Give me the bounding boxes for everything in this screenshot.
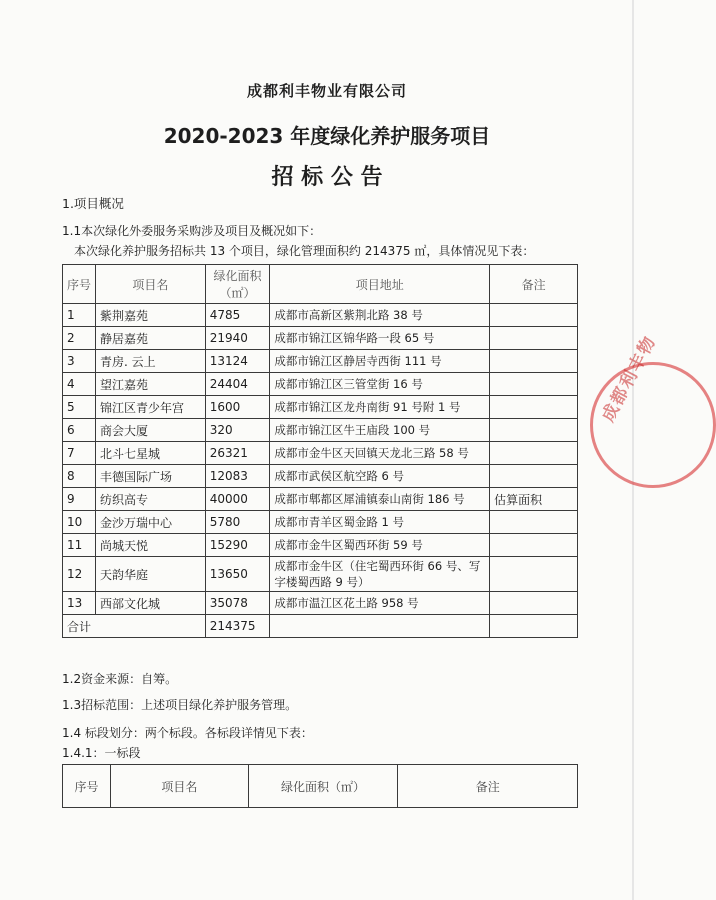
cell-note — [490, 350, 578, 373]
cell-name: 静居嘉苑 — [96, 327, 206, 350]
cell-name: 锦江区青少年宫 — [96, 396, 206, 419]
cell-note — [490, 304, 578, 327]
table-header-row — [63, 265, 578, 304]
cell-note: 估算面积 — [490, 488, 578, 511]
table-row — [63, 396, 578, 419]
cell-area: 13650 — [205, 557, 270, 592]
header-area: 绿化面积（㎡） — [205, 265, 270, 304]
cell-area: 12083 — [205, 465, 270, 488]
cell-address: 成都市青羊区蜀金路 1 号 — [270, 511, 490, 534]
cell-no: 2 — [63, 327, 96, 350]
cell-note — [490, 442, 578, 465]
cell-address: 成都市金牛区（住宅蜀西环街 66 号、写字楼蜀西路 9 号） — [270, 557, 490, 592]
cell-area: 40000 — [205, 488, 270, 511]
cell-area: 21940 — [205, 327, 270, 350]
table-row — [63, 304, 578, 327]
cell-note — [490, 592, 578, 615]
notice-title: 招 标 公 告 — [271, 165, 383, 190]
cell-area: 1600 — [205, 396, 270, 419]
cell-no: 1 — [63, 304, 96, 327]
project-title: 2020-2023 年度绿化养护服务项目 — [163, 124, 491, 148]
cell-note — [490, 534, 578, 557]
header-no: 序号 — [63, 265, 96, 304]
lot-header-no: 序号 — [63, 765, 111, 808]
cell-name: 丰德国际广场 — [96, 465, 206, 488]
cell-no: 8 — [63, 465, 96, 488]
cell-address: 成都市锦江区牛王庙段 100 号 — [270, 419, 490, 442]
section-1-4: 1.4 标段划分：两个标段。各标段详情见下表： — [62, 726, 313, 740]
section-1-1-intro: 1.1本次绿化外委服务采购涉及项目及概况如下： — [62, 224, 322, 238]
cell-note — [490, 419, 578, 442]
cell-name: 青房. 云上 — [96, 350, 206, 373]
cell-area: 26321 — [205, 442, 270, 465]
cell-name: 纺织高专 — [96, 488, 206, 511]
section-1-3: 1.3招标范围：上述项目绿化养护服务管理。 — [62, 698, 298, 712]
table-row — [63, 488, 578, 511]
lot-header-note: 备注 — [398, 765, 578, 808]
cell-name: 望江嘉苑 — [96, 373, 206, 396]
section-1-1-summary: 本次绿化养护服务招标共 13 个项目，绿化管理面积约 214375 ㎡，具体情况见下表： — [74, 244, 535, 258]
section-1-2: 1.2资金来源：自筹。 — [62, 672, 178, 686]
total-label: 合计 — [63, 615, 206, 638]
header-note: 备注 — [490, 265, 578, 304]
cell-area: 4785 — [205, 304, 270, 327]
cell-no: 5 — [63, 396, 96, 419]
table-row — [63, 350, 578, 373]
projects-table — [62, 264, 578, 638]
cell-area: 24404 — [205, 373, 270, 396]
cell-no: 3 — [63, 350, 96, 373]
table-row — [63, 442, 578, 465]
company-name: 成都利丰物业有限公司 — [246, 82, 407, 100]
total-note — [490, 615, 578, 638]
header-address: 项目地址 — [270, 265, 490, 304]
cell-note — [490, 396, 578, 419]
cell-area: 5780 — [205, 511, 270, 534]
section-1-4-1: 1.4.1：一标段 — [62, 746, 141, 760]
cell-no: 4 — [63, 373, 96, 396]
cell-name: 天韵华庭 — [96, 557, 206, 592]
cell-address: 成都市金牛区蜀西环街 59 号 — [270, 534, 490, 557]
cell-name: 西部文化城 — [96, 592, 206, 615]
cell-address: 成都市金牛区天回镇天龙北三路 58 号 — [270, 442, 490, 465]
cell-address: 成都市锦江区三管堂街 16 号 — [270, 373, 490, 396]
cell-no: 13 — [63, 592, 96, 615]
table-row — [63, 465, 578, 488]
cell-name: 北斗七星城 — [96, 442, 206, 465]
cell-no: 10 — [63, 511, 96, 534]
table-row — [63, 557, 578, 592]
header-name: 项目名 — [96, 265, 206, 304]
cell-no: 6 — [63, 419, 96, 442]
cell-address: 成都市锦江区锦华路一段 65 号 — [270, 327, 490, 350]
cell-area: 13124 — [205, 350, 270, 373]
cell-note — [490, 327, 578, 350]
section-1-heading: 1.项目概况 — [62, 196, 124, 211]
lot-one-table — [62, 764, 578, 808]
total-address — [270, 615, 490, 638]
lot-header-area: 绿化面积（㎡） — [248, 765, 398, 808]
cell-note — [490, 511, 578, 534]
cell-address: 成都市武侯区航空路 6 号 — [270, 465, 490, 488]
table-header-row — [63, 765, 578, 808]
company-seal — [590, 332, 716, 488]
cell-note — [490, 373, 578, 396]
cell-name: 商会大厦 — [96, 419, 206, 442]
cell-note — [490, 557, 578, 592]
seal-text: 成都利丰物 — [598, 332, 661, 426]
cell-address: 成都市锦江区龙舟南街 91 号附 1 号 — [270, 396, 490, 419]
table-row — [63, 511, 578, 534]
cell-address: 成都市锦江区静居寺西街 111 号 — [270, 350, 490, 373]
cell-address: 成都市高新区紫荆北路 38 号 — [270, 304, 490, 327]
cell-area: 35078 — [205, 592, 270, 615]
cell-name: 尚城天悦 — [96, 534, 206, 557]
cell-address: 成都市温江区花土路 958 号 — [270, 592, 490, 615]
cell-area: 15290 — [205, 534, 270, 557]
table-row — [63, 419, 578, 442]
cell-note — [490, 465, 578, 488]
cell-area: 320 — [205, 419, 270, 442]
lot-header-name: 项目名 — [110, 765, 248, 808]
cell-name: 金沙万瑞中心 — [96, 511, 206, 534]
cell-no: 11 — [63, 534, 96, 557]
cell-name: 紫荆嘉苑 — [96, 304, 206, 327]
total-row — [63, 615, 578, 638]
table-row — [63, 592, 578, 615]
cell-no: 12 — [63, 557, 96, 592]
table-row — [63, 327, 578, 350]
total-area: 214375 — [205, 615, 270, 638]
cell-address: 成都市郫都区犀浦镇泰山南街 186 号 — [270, 488, 490, 511]
table-row — [63, 373, 578, 396]
cell-no: 9 — [63, 488, 96, 511]
table-row — [63, 534, 578, 557]
cell-no: 7 — [63, 442, 96, 465]
